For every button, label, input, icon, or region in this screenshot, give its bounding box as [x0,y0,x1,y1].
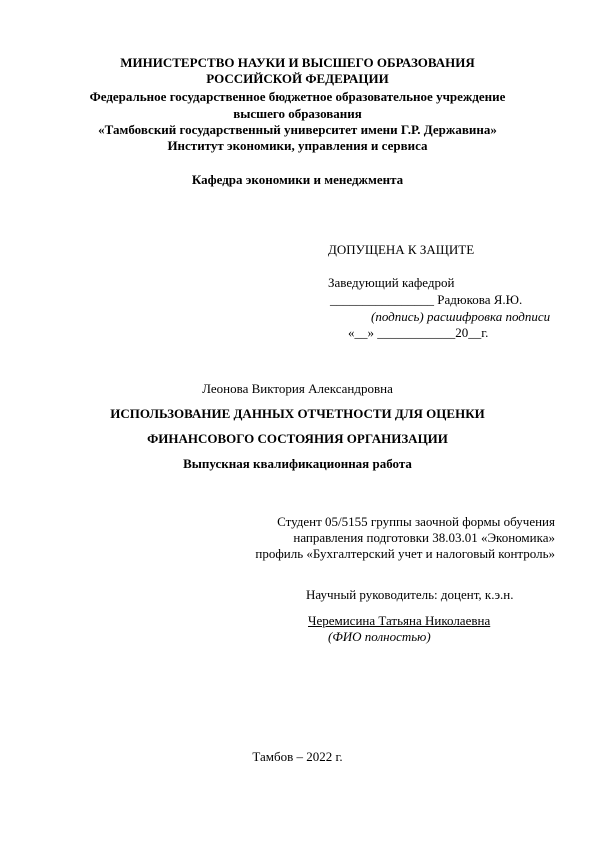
work-title-line-1: ИСПОЛЬЗОВАНИЕ ДАННЫХ ОТЧЕТНОСТИ ДЛЯ ОЦЕНКИ [110,406,485,421]
work-title-line-2: ФИНАНСОВОГО СОСТОЯНИЯ ОРГАНИЗАЦИИ [147,431,448,446]
approval-date-line: «__» ____________20__г. [348,325,489,340]
work-type: Выпускная квалификационная работа [183,456,412,471]
student-line-2: направления подготовки 38.03.01 «Экономика» [293,530,555,545]
approval-title: ДОПУЩЕНА К ЗАЩИТЕ [328,242,475,257]
supervisor-name: Черемисина Татьяна Николаевна [308,613,491,628]
supervisor-hint: (ФИО полностью) [328,629,431,644]
university-name: «Тамбовский государственный университет имени Г.Р. Державина» [98,122,497,137]
approval-role: Заведующий кафедрой [328,275,455,290]
institute-name: Институт экономики, управления и сервиса [167,138,428,153]
ministry-line-2: РОССИЙСКОЙ ФЕДЕРАЦИИ [206,71,389,86]
student-line-1: Студент 05/5155 группы заочной формы обучения [277,514,555,529]
approval-signature-line: ________________ Радюкова Я.Ю. [330,292,523,307]
author-name: Леонова Виктория Александровна [202,381,393,396]
institution-line-2: высшего образования [233,106,362,121]
supervisor-label: Научный руководитель: доцент, к.э.н. [306,587,514,602]
institution-line-1: Федеральное государственное бюджетное образовательное учреждение [89,89,506,104]
city-year: Тамбов – 2022 г. [252,749,343,764]
department-name: Кафедра экономики и менеджмента [191,172,404,187]
ministry-line-1: МИНИСТЕРСТВО НАУКИ И ВЫСШЕГО ОБРАЗОВАНИЯ [120,55,475,70]
approval-signature-hint: (подпись) расшифровка подписи [371,309,551,324]
student-line-3: профиль «Бухгалтерский учет и налоговый контроль» [255,546,555,561]
